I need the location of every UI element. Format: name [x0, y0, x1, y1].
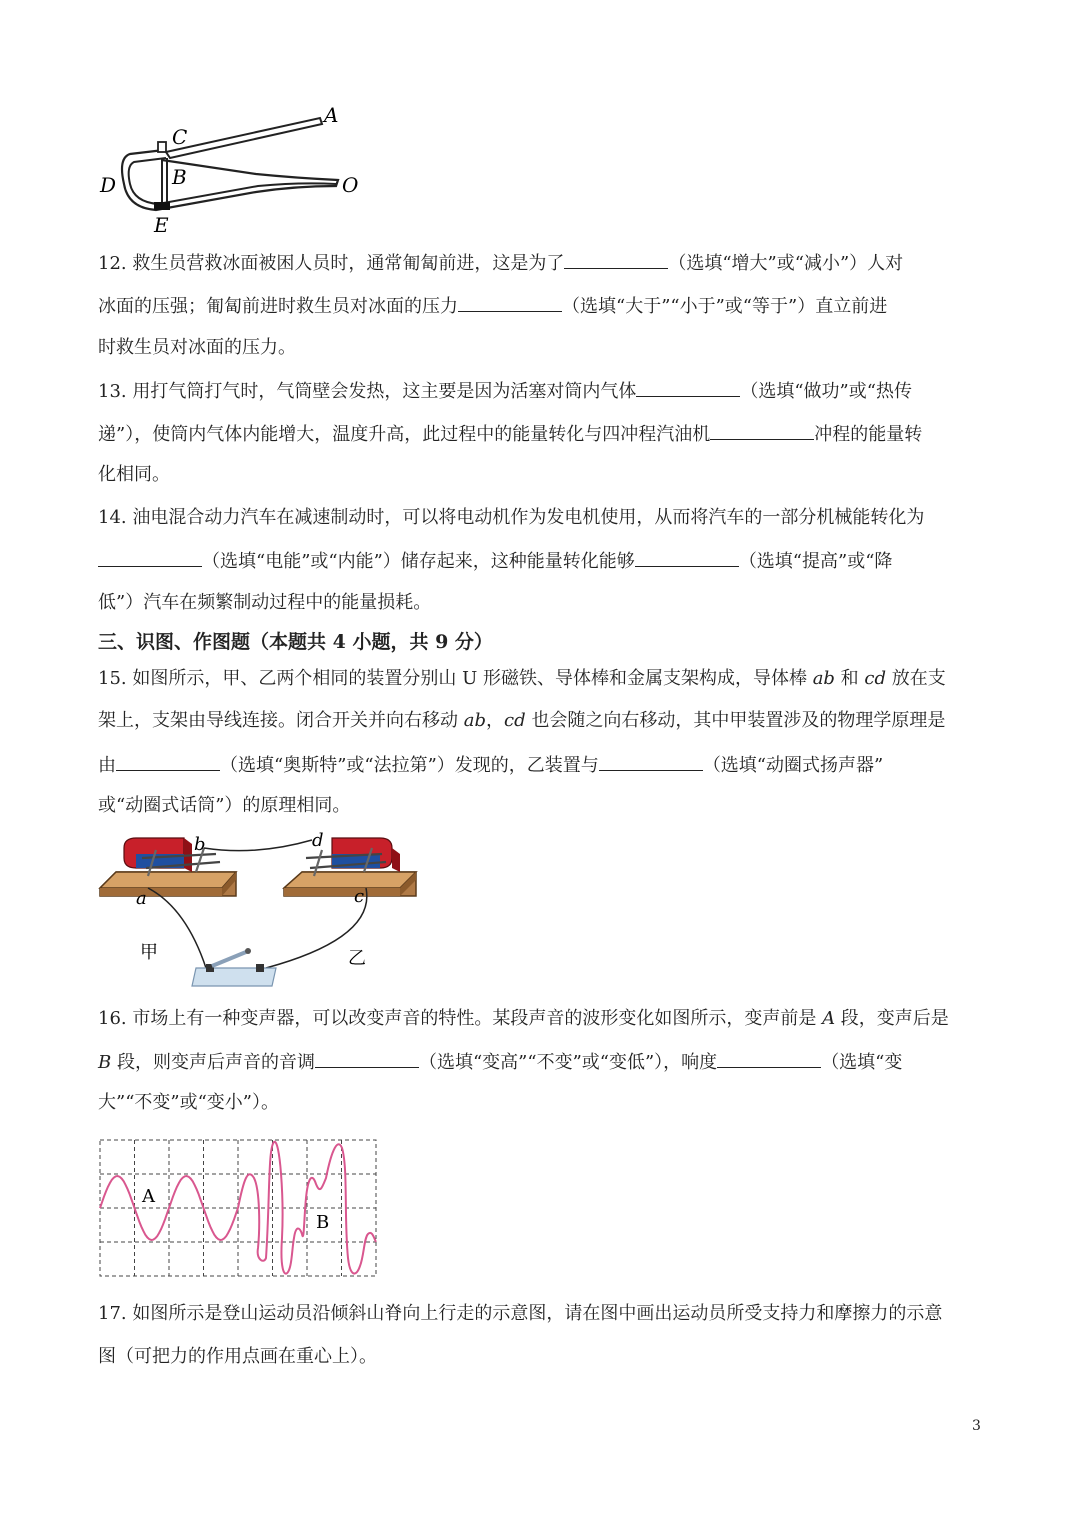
q15-text-e: 由 — [98, 755, 116, 776]
q15-blank1[interactable] — [116, 752, 220, 771]
q12-text-d: （选填“大于”“小于”或“等于”）直立前进 — [562, 296, 888, 317]
q16-blank1[interactable] — [315, 1049, 419, 1068]
label-jia: 甲 — [140, 942, 158, 963]
q15-ab: ab — [812, 668, 835, 689]
label-B: B — [172, 165, 187, 189]
q12-text-b: （选填“增大”或“减小”）人对 — [668, 253, 904, 274]
wave-label-A: A — [142, 1186, 155, 1207]
q16-line3: 大”“不变”或“变小”）。 — [98, 1092, 280, 1113]
q15-ab2: ab — [463, 710, 486, 731]
q14-blank2[interactable] — [635, 548, 739, 567]
q13-text-b: （选填“做功”或“热传 — [740, 381, 912, 402]
q17-line1: 17. 如图所示是登山运动员沿倾斜山脊向上行走的示意图，请在图中画出运动员所受支持力和摩擦力的示意 — [98, 1303, 943, 1324]
q16-text-e: （选填“变 — [821, 1052, 903, 1073]
q16-A: A — [822, 1008, 836, 1029]
q13-text-a: 13. 用打气筒打气时，气筒壁会发热，这主要是因为活塞对筒内气体 — [98, 381, 637, 402]
q12-blank2[interactable] — [458, 293, 562, 312]
q14-line1: 14. 油电混合动力汽车在减速制动时，可以将电动机作为发电机使用，从而将汽车的一部分机械能转化为 — [98, 507, 925, 528]
q16-line2 — [98, 1049, 902, 1075]
q15-text-d: 也会随之向右移动，其中甲装置涉及的物理学原理是 — [525, 710, 946, 731]
section-title: 三、识图、作图题（本题共 4 小题，共 9 分） — [98, 631, 493, 653]
q14-line3: 低”）汽车在频繁制动过程中的能量损耗。 — [98, 592, 432, 613]
label-b: b — [194, 834, 206, 855]
label-O: O — [342, 173, 359, 197]
q15-text-mid2: ， — [486, 710, 504, 731]
q13-line3: 化相同。 — [98, 464, 170, 485]
q16-blank2[interactable] — [717, 1049, 821, 1068]
q15-line4: 或“动圈式话筒”）的原理相同。 — [98, 795, 351, 816]
q16-text-b: 段，变声后是 — [835, 1008, 949, 1029]
lever-figure — [96, 104, 366, 238]
q14-line2 — [98, 548, 892, 574]
q12-line2 — [98, 293, 887, 319]
q15-line3 — [98, 752, 883, 778]
q15-cd2: cd — [504, 710, 526, 731]
q15-text-a: 15. 如图所示，甲、乙两个相同的装置分别山 U 形磁铁、导体棒和金属支架构成，导体棒 — [98, 668, 813, 689]
page-number: 3 — [972, 1418, 981, 1434]
q16-text-d: （选填“变高”“不变”或“变低”），响度 — [418, 1052, 718, 1073]
magnet-figure — [96, 828, 426, 992]
q12-blank1[interactable] — [564, 250, 668, 269]
q12-text-c: 冰面的压强；匍匐前进时救生员对冰面的压力 — [98, 296, 458, 317]
q15-line1 — [98, 667, 946, 691]
label-a: a — [136, 888, 147, 909]
q15-line2 — [98, 709, 945, 733]
q13-blank1[interactable] — [636, 378, 740, 397]
q16-line1 — [98, 1007, 949, 1031]
q16-text-a: 16. 市场上有一种变声器，可以改变声音的特性。某段声音的波形变化如图所示，变声前是 — [98, 1008, 823, 1029]
label-yi: 乙 — [348, 948, 366, 969]
label-D: D — [100, 173, 117, 197]
q13-line2 — [98, 421, 922, 447]
q13-blank2[interactable] — [710, 421, 814, 440]
q13-text-d: 冲程的能量转 — [814, 424, 923, 445]
q13-line1 — [98, 378, 912, 404]
label-A: A — [324, 104, 339, 127]
q15-text-f: （选填“奥斯特”或“法拉第”）发现的，乙装置与 — [220, 755, 599, 776]
q12-text-a: 12. 救生员营救冰面被困人员时，通常匍匐前进，这是为了 — [98, 253, 565, 274]
q14-text-b: （选填“提高”或“降 — [738, 551, 893, 572]
q15-text-b: 放在支 — [886, 668, 946, 689]
q15-text-c: 架上，支架由导线连接。闭合开关并向右移动 — [98, 710, 464, 731]
waveform-figure — [98, 1138, 380, 1282]
q17-line2: 图（可把力的作用点画在重心上）。 — [98, 1346, 377, 1367]
q15-blank2[interactable] — [599, 752, 703, 771]
q15-text-g: （选填“动圈式扬声器” — [702, 755, 884, 776]
q12-line1 — [98, 250, 903, 276]
wave-label-B: B — [316, 1212, 330, 1233]
q14-text-a: （选填“电能”或“内能”）储存起来，这种能量转化能够 — [202, 551, 635, 572]
q16-B: B — [98, 1052, 112, 1073]
q16-text-c: 段，则变声后声音的音调 — [111, 1052, 315, 1073]
label-C: C — [172, 125, 188, 149]
q13-text-c: 递”），使筒内气体内能增大，温度升高，此过程中的能量转化与四冲程汽油机 — [98, 424, 711, 445]
q14-blank1[interactable] — [98, 548, 202, 567]
label-c: c — [354, 886, 365, 907]
q15-cd: cd — [864, 668, 887, 689]
q12-line3: 时救生员对冰面的压力。 — [98, 337, 296, 358]
label-d: d — [312, 830, 324, 851]
q15-text-mid: 和 — [834, 668, 865, 689]
label-E: E — [154, 213, 169, 237]
